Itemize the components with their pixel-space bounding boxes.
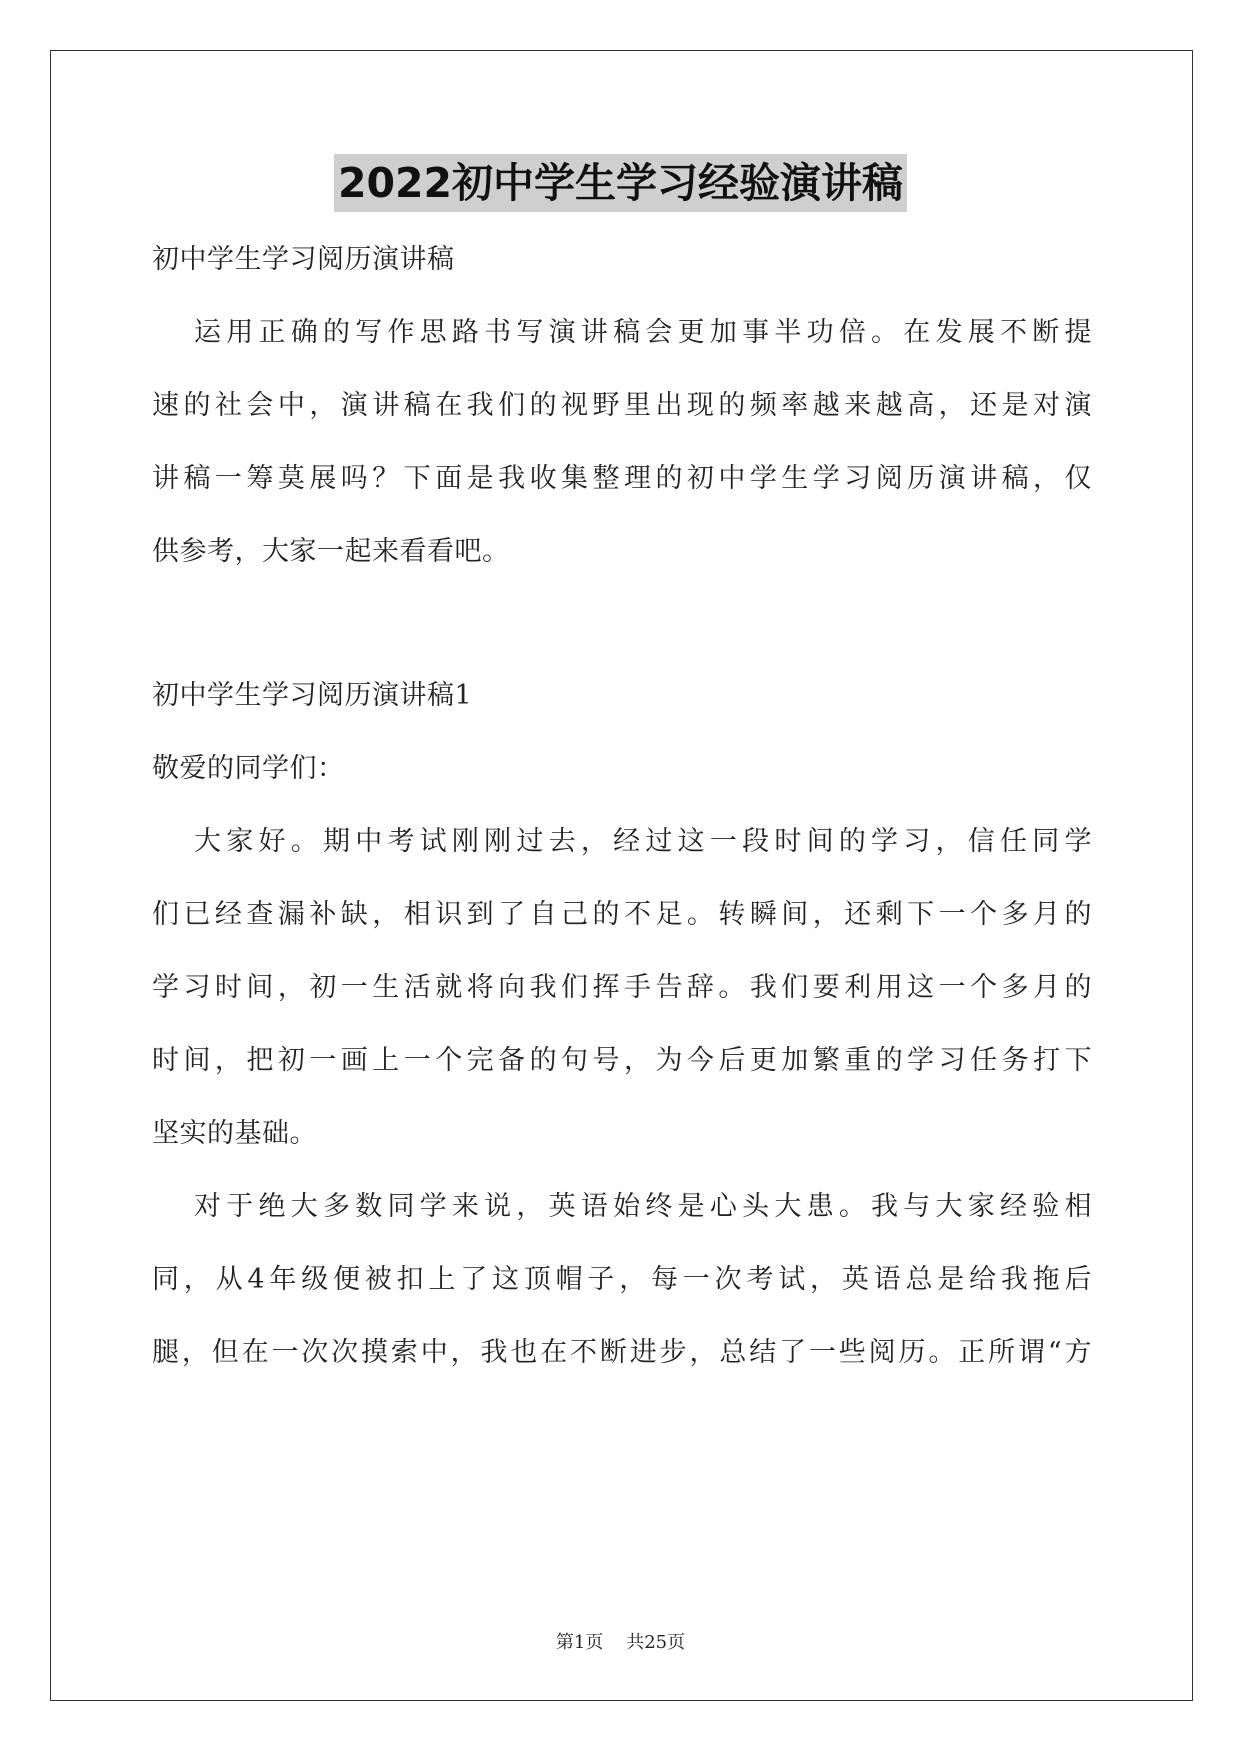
page-prefix: 第 bbox=[555, 1632, 574, 1653]
intro-line: 速的社会中，演讲稿在我们的视野里出现的频率越来越高，还是对演 bbox=[152, 390, 1092, 421]
paragraph-line: 学习时间，初一生活就将向我们挥手告辞。我们要利用这一个多月的 bbox=[152, 972, 1092, 1003]
page-footer bbox=[0, 1628, 1241, 1654]
title-container bbox=[0, 154, 1241, 212]
intro-line: 讲稿一筹莫展吗？下面是我收集整理的初中学生学习阅历演讲稿，仅 bbox=[152, 463, 1092, 494]
page-suffix: 页 bbox=[585, 1632, 604, 1653]
paragraph-line: 大家好。期中考试刚刚过去，经过这一段时间的学习，信任同学 bbox=[194, 826, 1092, 857]
intro-line: 运用正确的写作思路书写演讲稿会更加事半功倍。在发展不断提 bbox=[194, 317, 1092, 348]
paragraph-line: 们已经查漏补缺，相识到了自己的不足。转瞬间，还剩下一个多月的 bbox=[152, 899, 1092, 930]
paragraph-line: 同，从4年级便被扣上了这顶帽子，每一次考试，英语总是给我拖后 bbox=[152, 1264, 1092, 1295]
paragraph-line: 时间，把初一画上一个完备的句号，为今后更加繁重的学习任务打下 bbox=[152, 1045, 1092, 1076]
intro-line: 供参考，大家一起来看看吧。 bbox=[152, 536, 510, 567]
section-heading: 初中学生学习阅历演讲稿1 bbox=[152, 680, 473, 711]
paragraph-line: 腿，但在一次次摸索中，我也在不断进步，总结了一些阅历。正所谓“方 bbox=[152, 1337, 1092, 1368]
document-title: 2022初中学生学习经验演讲稿 bbox=[334, 154, 907, 212]
paragraph-line: 坚实的基础。 bbox=[152, 1118, 317, 1149]
page-number: 1 bbox=[573, 1632, 586, 1653]
salutation: 敬爱的同学们： bbox=[152, 753, 345, 784]
subheading: 初中学生学习阅历演讲稿 bbox=[152, 244, 455, 275]
paragraph-line: 对于绝大多数同学来说，英语始终是心头大患。我与大家经验相 bbox=[194, 1191, 1092, 1222]
total-prefix: 共 bbox=[626, 1632, 645, 1653]
total-pages: 25 bbox=[644, 1632, 668, 1653]
page-border bbox=[50, 50, 1193, 1701]
total-suffix: 页 bbox=[667, 1632, 686, 1653]
